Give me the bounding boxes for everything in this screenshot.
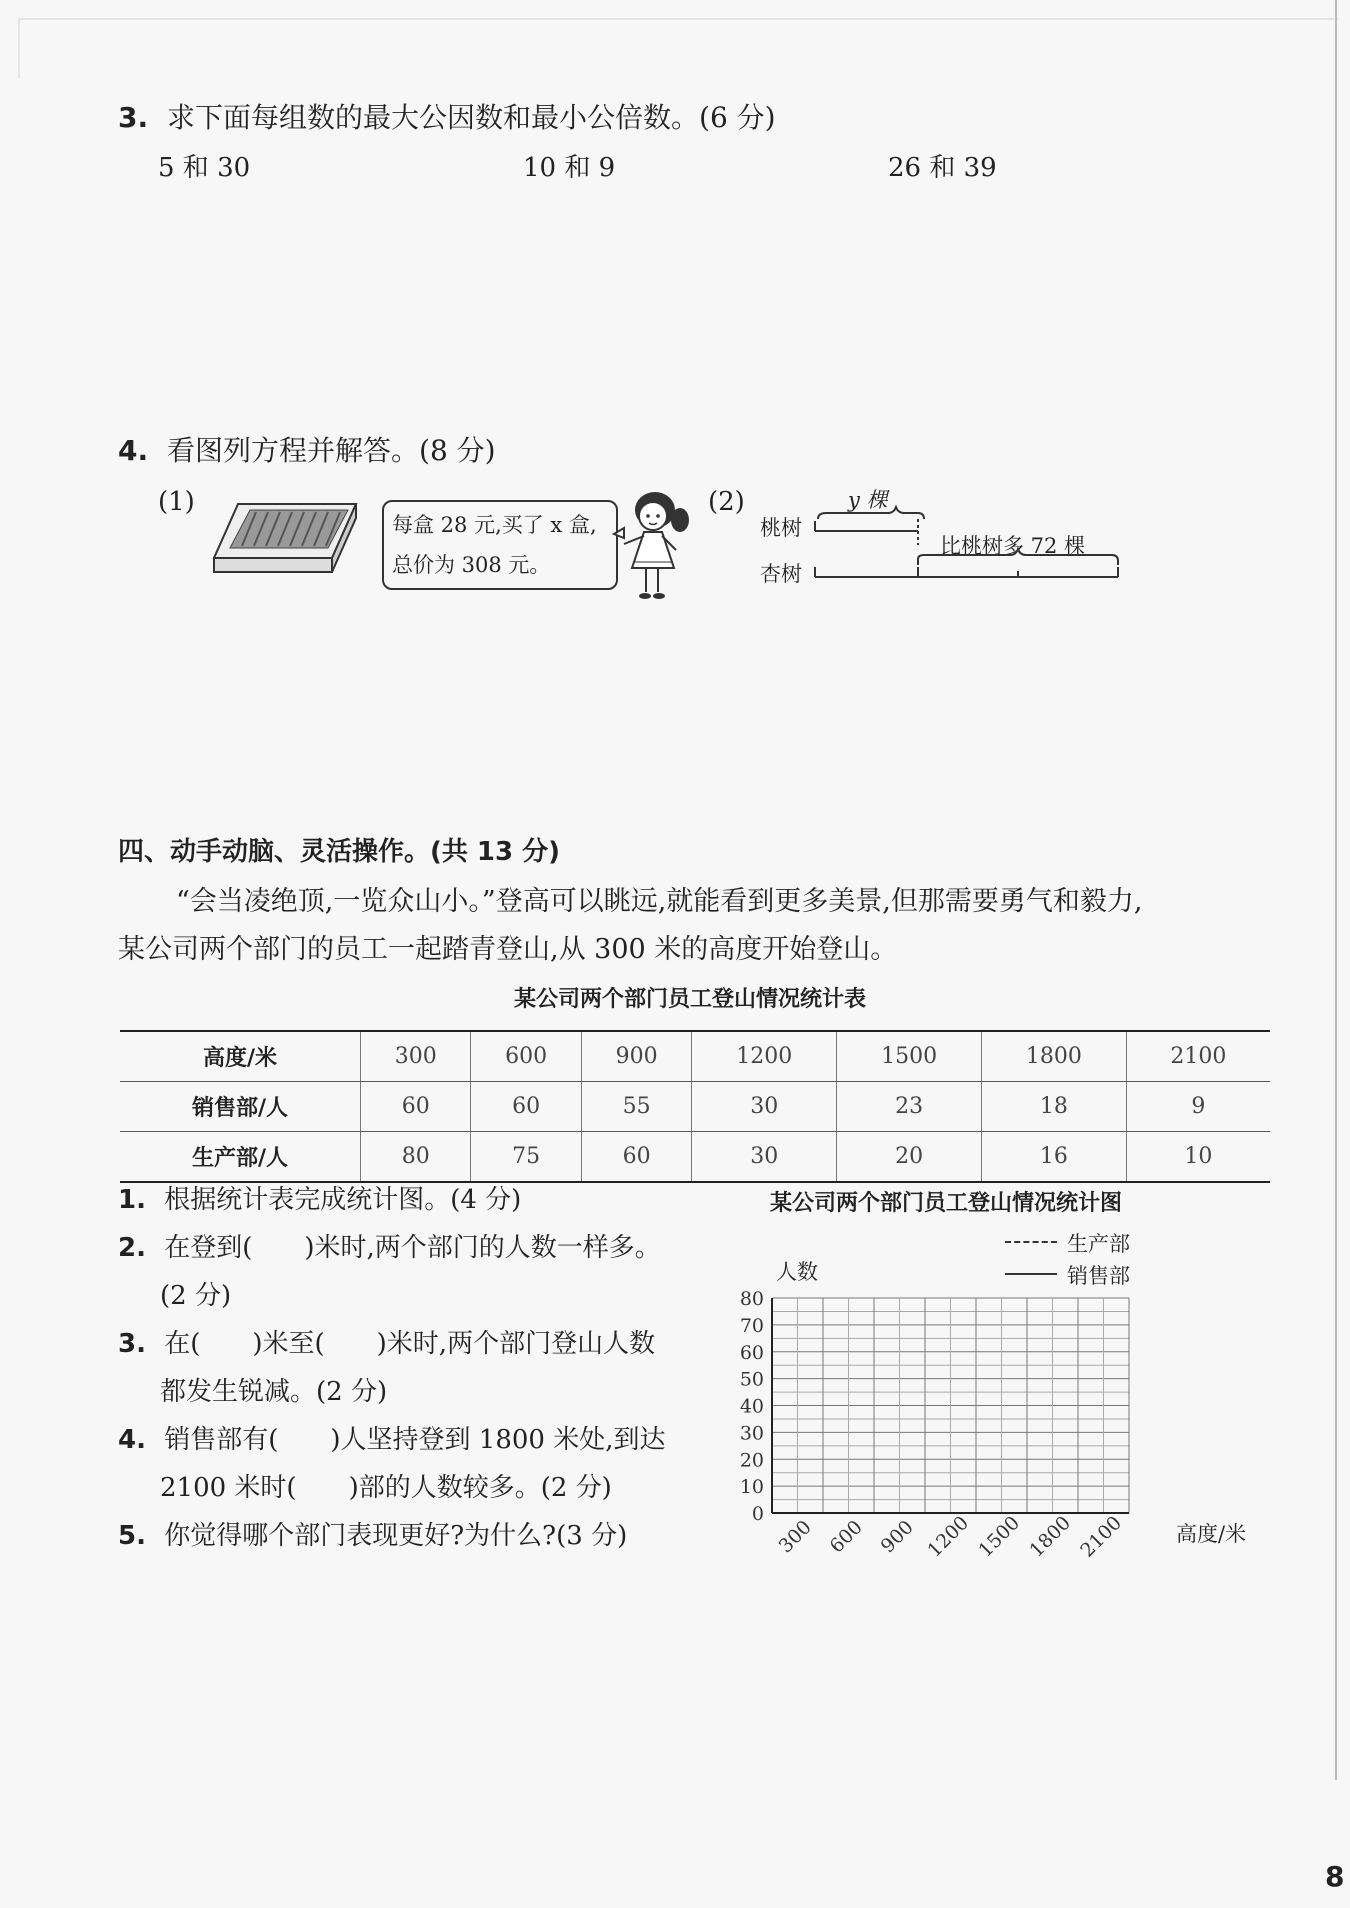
question-text: 销售部有( )人坚持登到 1800 米处,到达 — [164, 1425, 666, 1455]
chart-legend — [1005, 1228, 1145, 1288]
question-text: 你觉得哪个部门表现更好?为什么?(3 分) — [164, 1521, 628, 1551]
question-number: 3. — [118, 1329, 146, 1359]
table-cell: 1800 — [982, 1031, 1127, 1082]
row-2-label: 杏树 — [760, 562, 802, 586]
question-text: 在( )米至( )米时,两个部门登山人数 — [164, 1329, 656, 1359]
y-tick-label: 60 — [739, 1341, 764, 1364]
table-cell: 1200 — [692, 1031, 837, 1082]
page-number: 8 — [1325, 1860, 1345, 1893]
table-cell: 23 — [837, 1082, 982, 1132]
pair-2: 10 和 9 — [523, 153, 616, 183]
table-title: 某公司两个部门员工登山情况统计表 — [513, 987, 866, 1012]
y-tick-label: 80 — [739, 1288, 764, 1310]
table-cell: 60 — [361, 1082, 471, 1132]
pair-3: 26 和 39 — [888, 153, 997, 183]
page-frame-left — [18, 18, 20, 78]
x-tick-label: 900 — [876, 1516, 918, 1558]
sub-question-5 — [118, 1518, 627, 1554]
table-row — [120, 1031, 1270, 1082]
line-diagram — [810, 505, 1130, 585]
question-number: 5. — [118, 1521, 146, 1551]
sub-question-1 — [118, 1182, 521, 1218]
y-tick-label: 0 — [751, 1503, 764, 1525]
y-tick-label: 10 — [739, 1476, 764, 1499]
table-cell: 20 — [837, 1132, 982, 1183]
table-cell: 10 — [1126, 1132, 1270, 1183]
row-header: 高度/米 — [120, 1031, 361, 1082]
question-number: 2. — [118, 1233, 146, 1263]
x-tick-label: 600 — [825, 1516, 867, 1558]
part-1-label: (1) — [158, 487, 195, 517]
question-number: 1. — [118, 1185, 146, 1215]
question-text: 根据统计表完成统计图。(4 分) — [164, 1185, 522, 1215]
sub-question-2-cont: (2 分) — [160, 1281, 232, 1311]
girl-illustration — [610, 488, 700, 606]
x-tick-label: 1500 — [974, 1511, 1025, 1562]
table-cell: 30 — [692, 1082, 837, 1132]
more-label: 比桃树多 72 棵 — [940, 534, 1086, 558]
sub-question-3 — [118, 1326, 655, 1362]
y-tick-label: 50 — [739, 1368, 764, 1391]
sub-question-3-cont: 都发生锐减。(2 分) — [160, 1377, 388, 1407]
table-cell: 900 — [581, 1031, 691, 1082]
table-cell: 60 — [581, 1132, 691, 1183]
table-cell: 75 — [471, 1132, 581, 1183]
page-frame-right — [1335, 0, 1337, 1780]
table-cell: 60 — [471, 1082, 581, 1132]
row-1-label: 桃树 — [760, 516, 802, 540]
sub-question-4-cont: 2100 米时( )部的人数较多。(2 分) — [160, 1473, 612, 1503]
table-cell: 16 — [982, 1132, 1127, 1183]
speech-bubble — [382, 500, 618, 590]
y-label: y 棵 — [848, 488, 888, 512]
section-4-title: 四、动手动脑、灵活操作。(共 13 分) — [118, 837, 561, 867]
x-tick-label: 1200 — [923, 1511, 974, 1562]
question-number: 4. — [118, 434, 149, 467]
table-cell: 2100 — [1126, 1031, 1270, 1082]
stat-table — [120, 1030, 1270, 1183]
question-number: 4. — [118, 1425, 146, 1455]
y-tick-label: 20 — [739, 1449, 764, 1472]
line-chart-grid — [720, 1280, 1140, 1600]
table-row — [120, 1082, 1270, 1132]
table-cell: 80 — [361, 1132, 471, 1183]
pair-1: 5 和 30 — [158, 153, 251, 183]
y-tick-label: 30 — [739, 1422, 764, 1445]
question-4 — [118, 433, 496, 469]
intro-line-1: “会当凌绝顶,一览众山小。”登高可以眺远,就能看到更多美景,但那需要勇气和毅力, — [176, 886, 1143, 917]
box-illustration — [210, 500, 360, 580]
table-cell: 1500 — [837, 1031, 982, 1082]
table-cell: 55 — [581, 1082, 691, 1132]
legend-label-sales: 销售部 — [1067, 1264, 1130, 1288]
table-cell: 30 — [692, 1132, 837, 1183]
y-tick-label: 40 — [739, 1395, 764, 1418]
table-row — [120, 1132, 1270, 1183]
question-number: 3. — [118, 101, 149, 134]
bubble-line-2: 总价为 308 元。 — [392, 553, 551, 577]
legend-label-production: 生产部 — [1067, 1232, 1130, 1256]
row-header: 生产部/人 — [120, 1132, 361, 1183]
x-tick-label: 1800 — [1025, 1511, 1076, 1562]
chart-ylabel: 人数 — [776, 1260, 818, 1284]
table-cell: 600 — [471, 1031, 581, 1082]
sub-question-2 — [118, 1230, 661, 1266]
question-text: 在登到( )米时,两个部门的人数一样多。 — [164, 1233, 661, 1263]
table-cell: 18 — [982, 1082, 1127, 1132]
question-text: 求下面每组数的最大公因数和最小公倍数。(6 分) — [167, 101, 776, 134]
intro-line-2: 某公司两个部门的员工一起踏青登山,从 300 米的高度开始登山。 — [118, 934, 898, 965]
sub-question-4 — [118, 1422, 665, 1458]
chart-xlabel: 高度/米 — [1176, 1522, 1247, 1546]
y-tick-label: 70 — [739, 1314, 764, 1337]
table-cell: 9 — [1126, 1082, 1270, 1132]
page-frame-top — [20, 18, 1338, 20]
question-3 — [118, 100, 776, 136]
x-tick-label: 2100 — [1076, 1511, 1127, 1562]
chart-title: 某公司两个部门员工登山情况统计图 — [770, 1191, 1123, 1216]
bubble-line-1: 每盒 28 元,买了 x 盒, — [392, 513, 597, 537]
x-tick-label: 300 — [774, 1516, 816, 1558]
legend-solid-line — [1005, 1273, 1057, 1275]
row-header: 销售部/人 — [120, 1082, 361, 1132]
table-cell: 300 — [361, 1031, 471, 1082]
question-text: 看图列方程并解答。(8 分) — [167, 434, 496, 467]
part-2-label: (2) — [708, 487, 745, 517]
legend-dashed-line — [1005, 1241, 1057, 1243]
